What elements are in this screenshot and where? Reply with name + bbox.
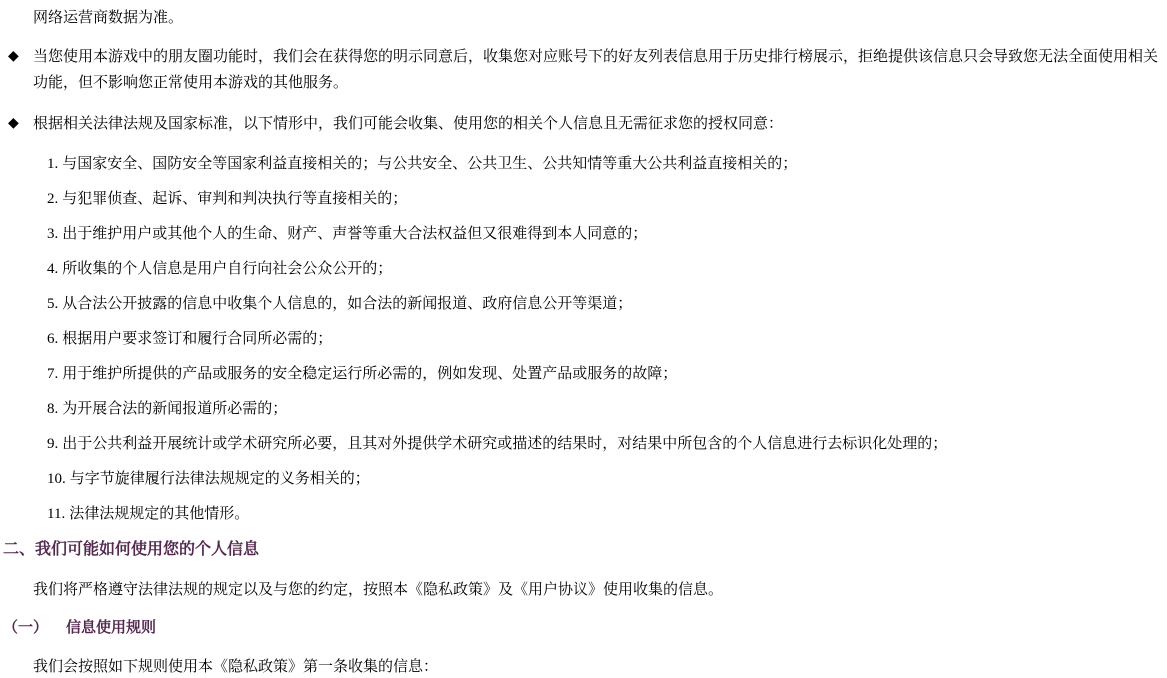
- list-item-number: 7.: [47, 366, 59, 382]
- list-item-number: 6.: [47, 331, 59, 347]
- list-item: [47, 469, 1162, 489]
- bullet-item-legal-exceptions: [0, 111, 1162, 137]
- list-item: [47, 294, 1162, 314]
- list-item-number: 9.: [47, 436, 59, 452]
- list-item-number: 4.: [47, 261, 59, 277]
- list-item-number: 5.: [47, 296, 59, 312]
- list-item-text: 出于公共利益开展统计或学术研究所必要，且其对外提供学术研究或描述的结果时，对结果中所包含的个人信息进行去标识化处理的；: [62, 436, 948, 452]
- bullet-text: 当您使用本游戏中的朋友圈功能时，我们会在获得您的明示同意后，收集您对应账号下的好友列表信息用于历史排行榜展示，拒绝提供该信息只会导致您无法全面使用相关功能，但不影响您正常使用本游戏的其他服务。: [33, 49, 1159, 91]
- bullet-item-friends-list: [0, 44, 1162, 96]
- list-item: [47, 154, 1162, 174]
- subsection-intro-paragraph: 我们会按照如下规则使用本《隐私政策》第一条收集的信息：: [33, 659, 439, 675]
- list-item: [47, 504, 1162, 524]
- list-item-text: 根据用户要求签订和履行合同所必需的；: [62, 331, 333, 347]
- list-item-text: 与犯罪侦查、起诉、审判和判决执行等直接相关的；: [62, 191, 408, 207]
- section-heading-usage: 二、我们可能如何使用您的个人信息: [3, 541, 260, 558]
- list-item: [47, 364, 1162, 384]
- list-item-number: 10.: [47, 471, 66, 487]
- list-item-number: 2.: [47, 191, 59, 207]
- list-item-number: 8.: [47, 401, 59, 417]
- list-item: [47, 189, 1162, 209]
- list-item-text: 为开展合法的新闻报道所必需的；: [62, 401, 288, 417]
- list-item-text: 与字节旋律履行法律法规规定的义务相关的；: [69, 471, 370, 487]
- list-item-text: 法律法规规定的其他情形。: [69, 506, 250, 522]
- list-item: [47, 399, 1162, 419]
- list-item: [47, 434, 1162, 454]
- diamond-bullet-icon: ◆: [8, 49, 19, 64]
- list-item: [47, 224, 1162, 244]
- list-item-text: 与国家安全、国防安全等国家利益直接相关的；与公共安全、公共卫生、公共知情等重大公共利益直接相关的；: [62, 156, 798, 172]
- list-item-text: 用于维护所提供的产品或服务的安全稳定运行所必需的，例如发现、处置产品或服务的故障；: [62, 366, 678, 382]
- list-item-number: 3.: [47, 226, 59, 242]
- subsection-title: 信息使用规则: [66, 620, 157, 636]
- subsection-label: （一）: [3, 620, 49, 636]
- diamond-bullet-icon: ◆: [8, 116, 19, 131]
- list-item: [47, 329, 1162, 349]
- list-item-text: 从合法公开披露的信息中收集个人信息的，如合法的新闻报道、政府信息公开等渠道；: [62, 296, 633, 312]
- list-item-number: 1.: [47, 156, 59, 172]
- section-intro-paragraph: 我们将严格遵守法律法规的规定以及与您的约定，按照本《隐私政策》及《用户协议》使用收集的信息。: [33, 582, 724, 598]
- list-item-number: 11.: [47, 506, 66, 522]
- intro-fragment-paragraph: 网络运营商数据为准。: [33, 10, 184, 26]
- list-item: [47, 259, 1162, 279]
- list-item-text: 出于维护用户或其他个人的生命、财产、声誉等重大合法权益但又很难得到本人同意的；: [62, 226, 648, 242]
- subsection-heading-usage-rules: [3, 618, 1162, 638]
- list-item-text: 所收集的个人信息是用户自行向社会公众公开的；: [62, 261, 393, 277]
- numbered-exception-list: [47, 154, 1162, 524]
- bullet-text: 根据相关法律法规及国家标准，以下情形中，我们可能会收集、使用您的相关个人信息且无需征求您的授权同意：: [33, 116, 784, 132]
